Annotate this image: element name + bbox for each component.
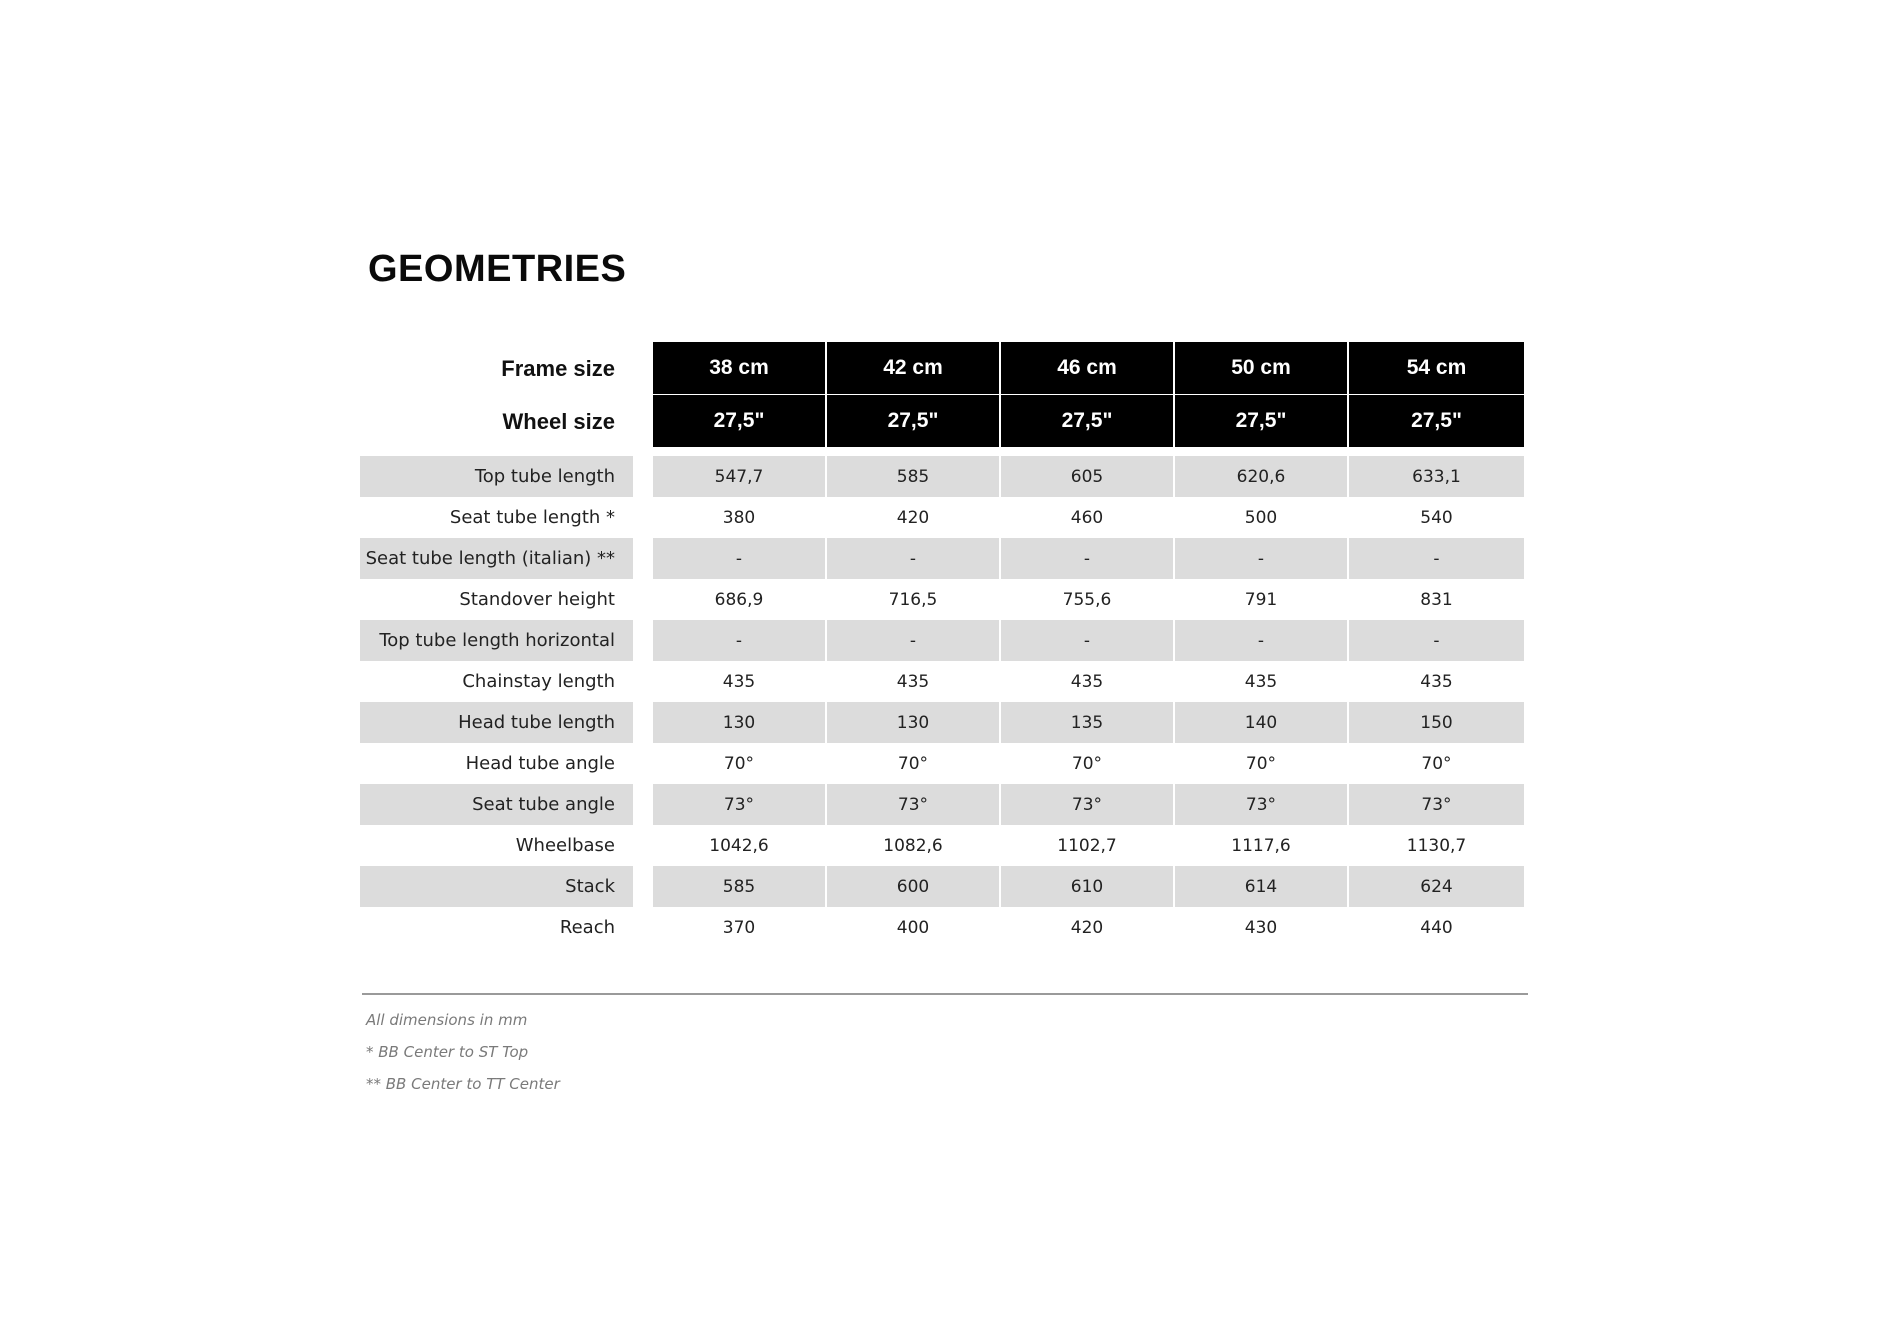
value-cell: 140 — [1175, 702, 1349, 743]
footnotes — [366, 1004, 560, 1100]
table-row — [360, 784, 1526, 825]
value-cell: 130 — [653, 702, 827, 743]
row-label: Seat tube length (italian) ** — [360, 538, 633, 579]
value-cell: - — [653, 538, 827, 579]
table-row — [360, 743, 1526, 784]
value-cell: 624 — [1349, 866, 1524, 907]
value-cell: 70° — [1175, 743, 1349, 784]
table-row — [360, 538, 1526, 579]
value-cell: 1130,7 — [1406, 835, 1467, 856]
column-gap — [633, 743, 653, 784]
value-cell: 380 — [653, 497, 827, 538]
value-cell: 440 — [1420, 917, 1453, 938]
value-cell: 460 — [1001, 497, 1175, 538]
table-row — [360, 866, 1526, 907]
value-cell: 135 — [1001, 702, 1175, 743]
value-cell: 70° — [1421, 753, 1452, 774]
column-gap — [633, 702, 653, 743]
value-cell: 435 — [1001, 661, 1175, 702]
value-cell: 1042,6 — [653, 825, 827, 866]
value-cell: - — [1349, 620, 1524, 661]
header-cell: 42 cm — [827, 342, 1001, 395]
value-cell: 130 — [827, 702, 1001, 743]
value-cell: 73° — [1175, 784, 1349, 825]
page-title: GEOMETRIES — [368, 248, 627, 290]
row-label: Seat tube angle — [360, 784, 633, 825]
value-cell: 70° — [827, 743, 1001, 784]
row-label: Chainstay length — [462, 671, 615, 692]
table-row — [360, 907, 1526, 948]
column-gap — [633, 620, 653, 661]
row-label: Wheel size — [502, 408, 615, 434]
header-cell: 54 cm — [1349, 342, 1524, 395]
table-row — [360, 456, 1526, 497]
column-gap — [633, 661, 653, 702]
header-cell: 27,5" — [1349, 395, 1524, 448]
value-cell: 585 — [827, 456, 1001, 497]
column-gap — [633, 342, 653, 395]
value-cell: 605 — [1001, 456, 1175, 497]
geometry-table — [360, 342, 1526, 948]
value-cell: 73° — [1001, 784, 1175, 825]
value-cell: 540 — [1420, 507, 1453, 528]
value-cell: 150 — [1349, 702, 1524, 743]
row-label: Head tube length — [360, 702, 633, 743]
value-cell: 420 — [827, 497, 1001, 538]
row-label: Standover height — [459, 589, 615, 610]
header-cell: 50 cm — [1175, 342, 1349, 395]
value-cell: 500 — [1175, 497, 1349, 538]
footnote-units: All dimensions in mm — [366, 1011, 528, 1029]
column-gap — [633, 579, 653, 620]
value-cell: 791 — [1175, 579, 1349, 620]
header-cell: 27,5" — [1175, 395, 1349, 448]
value-cell: 614 — [1175, 866, 1349, 907]
value-cell: 435 — [653, 661, 827, 702]
value-cell: 585 — [653, 866, 827, 907]
value-cell: 400 — [827, 907, 1001, 948]
row-label: Wheelbase — [515, 835, 615, 856]
value-cell: 430 — [1175, 907, 1349, 948]
value-cell: - — [1175, 538, 1349, 579]
value-cell: 610 — [1001, 866, 1175, 907]
table-row — [360, 825, 1526, 866]
column-gap — [633, 395, 653, 448]
wheel-size-row — [360, 395, 1526, 448]
column-gap — [633, 866, 653, 907]
value-cell: 70° — [653, 743, 827, 784]
table-row — [360, 702, 1526, 743]
header-cell: 38 cm — [653, 342, 827, 395]
column-gap — [633, 538, 653, 579]
table-row — [360, 620, 1526, 661]
value-cell: 831 — [1420, 589, 1453, 610]
value-cell: 73° — [1349, 784, 1524, 825]
row-label: Head tube angle — [465, 753, 615, 774]
column-gap — [633, 907, 653, 948]
header-cell: 27,5" — [653, 395, 827, 448]
value-cell: 716,5 — [827, 579, 1001, 620]
value-cell: 600 — [827, 866, 1001, 907]
value-cell: 435 — [1175, 661, 1349, 702]
divider — [362, 993, 1528, 995]
value-cell: 547,7 — [653, 456, 827, 497]
value-cell: - — [827, 620, 1001, 661]
value-cell: 370 — [653, 907, 827, 948]
value-cell: 73° — [827, 784, 1001, 825]
value-cell: 420 — [1001, 907, 1175, 948]
footnote-seat-tube-italian: ** BB Center to TT Center — [366, 1075, 560, 1093]
row-label: Frame size — [501, 355, 615, 381]
value-cell: 755,6 — [1001, 579, 1175, 620]
value-cell: 686,9 — [653, 579, 827, 620]
header-cell: 46 cm — [1001, 342, 1175, 395]
value-cell: 620,6 — [1175, 456, 1349, 497]
value-cell: - — [1001, 620, 1175, 661]
value-cell: - — [653, 620, 827, 661]
column-gap — [633, 456, 653, 497]
frame-size-row — [360, 342, 1526, 395]
row-label: Stack — [360, 866, 633, 907]
table-row — [360, 661, 1526, 702]
value-cell: 1102,7 — [1001, 825, 1175, 866]
value-cell: 1117,6 — [1175, 825, 1349, 866]
header-cell: 27,5" — [1001, 395, 1175, 448]
value-cell: 435 — [827, 661, 1001, 702]
value-cell: 1082,6 — [827, 825, 1001, 866]
header-cell: 27,5" — [827, 395, 1001, 448]
value-cell: - — [1001, 538, 1175, 579]
column-gap — [633, 784, 653, 825]
row-label: Top tube length — [360, 456, 633, 497]
row-label: Reach — [559, 917, 615, 938]
value-cell: - — [1175, 620, 1349, 661]
value-cell: - — [827, 538, 1001, 579]
row-label: Seat tube length * — [449, 507, 615, 528]
value-cell: 73° — [653, 784, 827, 825]
value-cell: 70° — [1001, 743, 1175, 784]
row-label: Top tube length horizontal — [360, 620, 633, 661]
table-row — [360, 497, 1526, 538]
table-row — [360, 579, 1526, 620]
column-gap — [633, 497, 653, 538]
value-cell: - — [1349, 538, 1524, 579]
value-cell: 435 — [1420, 671, 1453, 692]
column-gap — [633, 825, 653, 866]
footnote-seat-tube: * BB Center to ST Top — [366, 1043, 529, 1061]
value-cell: 633,1 — [1349, 456, 1524, 497]
